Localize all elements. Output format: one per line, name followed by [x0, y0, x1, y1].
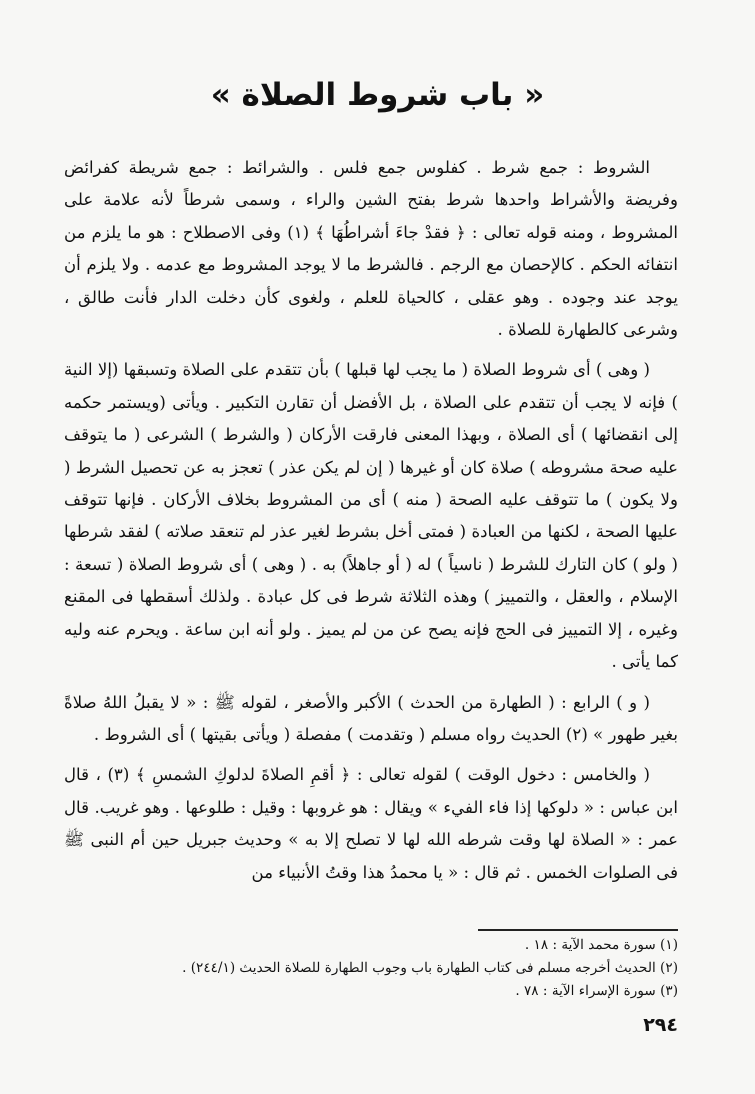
paragraph-conditions: ( وهى ) أى شروط الصلاة ( ما يجب لها قبلها ) بأن تتقدم على الصلاة وتسبقها (إلا النية ) فإنه لا يجب أن تتقدم على الصلاة ، بل الأفضل أن تقارن التكبير . ويأتى (ويستمر حكمه إلى انقضائها ) أى الصلاة ، وبهذا المعنى فارقت الأركان ( والشرط ) الشرعى ( ما يتوقف عليه صحة مشروطه ) صلاة كان أو غيرها ( إن لم يكن عذر ) تعجز به عن تحصيل الشرط ( ولا يكون ) ما تتوقف عليه الصحة ( منه ) أى من المشروط بخلاف الأركان . فإنها تتوقف عليها الصحة ، لكنها من العبادة ( فمتى أخل بشرط لغير عذر لم تنعقد صلاته ) لفقد شرطها ( ولو ) كان التارك للشرط ( ناسياً ) له ( أو جاهلاً) به . ( وهى ) أى شروط الصلاة ( تسعة : الإسلام ، والعقل ، والتمييز ) وهذه الثلاثة شرط فى كل عبادة . ولذلك أسقطها فى المقنع وغيره ، إلا التمييز فى الحج فإنه يصح عن من لم يميز . ولو أنه ابن ساعة . ويحرم عنه وليه كما يأتى .	[64, 360, 678, 672]
footnote-1: (١) سورة محمد الآية : ١٨ .	[524, 937, 678, 953]
footnotes	[130, 934, 678, 1003]
paragraph-definition: الشروط : جمع شرط . كفلوس جمع فلس . والشرائط : جمع شريطة كفرائض وفريضة والأشراط واحدها شرط بفتح الشين والراء ، وسمى شرطاً لأنه علامة على المشروط ، ومنه قوله تعالى : ﴿ فقدْ جاءَ أشراطُهَا ﴾ (١) وفى الاصطلاح : هو ما يلزم من انتفائه الحكم . كالإحصان مع الرجم . فالشرط ما لا يوجد المشروط مع عدمه . ولا يلزم أن يوجد عند وجوده . وهو عقلى ، كالحياة للعلم ، ولغوى كأن دخلت الدار فأنت طالق ، وشرعى كالطهارة للصلاة .	[64, 158, 678, 340]
paragraph-purity: ( و ) الرابع : ( الطهارة من الحدث ) الأكبر والأصغر ، لقوله ﷺ : « لا يقبلُ اللهُ صلاةً بغير طهور » (٢) الحديث رواه مسلم ( وتقدمت ) مفصلة ( ويأتى بقيتها ) أى الشروط .	[64, 692, 678, 744]
page-number: ٢٩٤	[643, 1014, 678, 1036]
chapter-title: « باب شروط الصلاة »	[210, 77, 545, 113]
main-text	[64, 152, 678, 889]
footnote-divider	[478, 929, 678, 931]
footnote-2: (٢) الحديث أخرجه مسلم فى كتاب الطهارة باب وجوب الطهارة للصلاة الحديث (٢٤٤/١) .	[182, 960, 678, 976]
paragraph-time: ( والخامس : دخول الوقت ) لقوله تعالى : ﴿ أقمِ الصلاةَ لدلوكِ الشمسِ ﴾ (٣) ، قال ابن عباس : « دلوكها إذا فاء الفيء » ويقال : هو غروبها : وقيل : طلوعها . وهو غريب. قال عمر : « الصلاة لها وقت شرطه الله لها لا تصلح إلا به » وحديث جبريل حين أم النبى ﷺ فى الصلوات الخمس . ثم قال : « يا محمدُ هذا وقتُ الأنبياء من	[64, 765, 678, 882]
footnote-3: (٣) سورة الإسراء الآية : ٧٨ .	[515, 983, 678, 999]
